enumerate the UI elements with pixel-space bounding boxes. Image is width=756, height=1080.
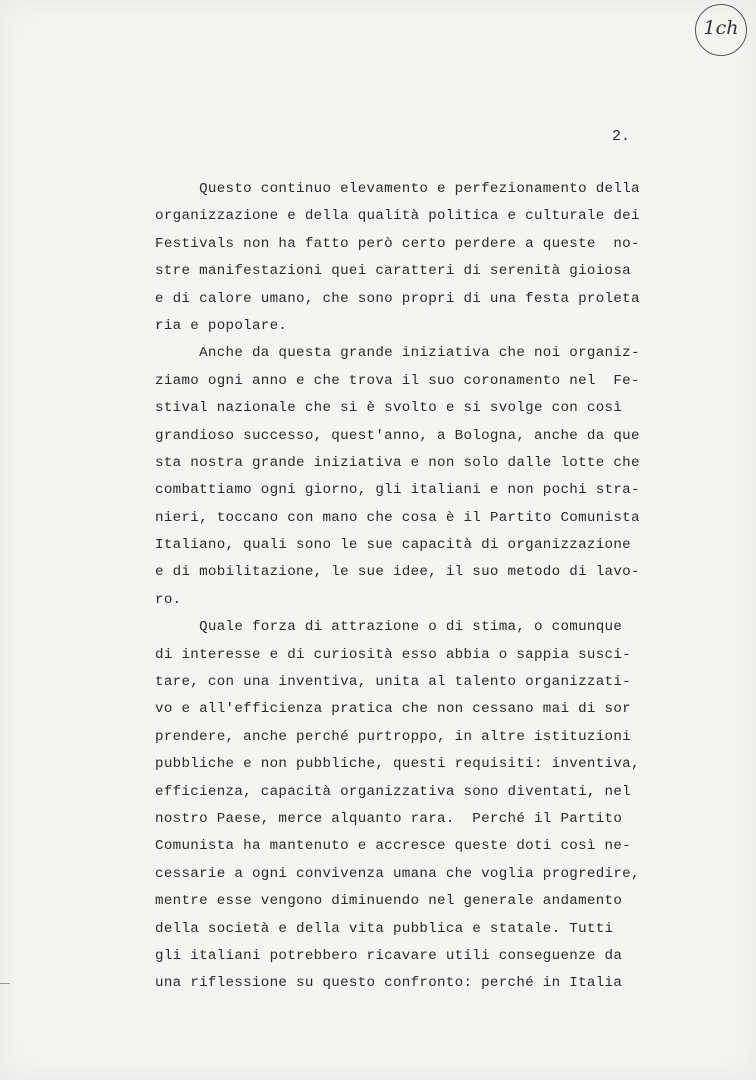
archive-stamp-label: 1ch <box>703 17 739 39</box>
text-line: ro. <box>155 591 182 608</box>
text-line: ziamo ogni anno e che trova il suo coronamento nel Fe- <box>155 372 640 389</box>
text-line: nostro Paese, merce alquanto rara. Perché il Partito <box>155 810 623 827</box>
text-line: gli italiani potrebbero ricavare utili conseguenze da <box>155 947 623 964</box>
text-line: pubbliche e non pubbliche, questi requisiti: inventiva, <box>155 756 640 773</box>
text-line: Questo continuo elevamento e perfezionamento della <box>155 181 640 197</box>
text-line: grandioso successo, quest'anno, a Bologna, anche da que <box>155 427 640 444</box>
text-line: Anche da questa grande iniziativa che noi organiz- <box>155 345 640 362</box>
text-line: stre manifestazioni quei caratteri di serenità gioiosa <box>155 263 631 280</box>
archive-stamp <box>695 4 747 56</box>
text-line: e di calore umano, che sono propri di una festa proleta <box>155 290 640 307</box>
typewritten-text <box>155 176 675 998</box>
text-line: stival nazionale che si è svolto e si svolge con così <box>155 400 623 417</box>
text-line: nieri, toccano con mano che cosa è il Partito Comunista <box>155 509 640 526</box>
text-line: Comunista ha mantenuto e accresce queste doti così ne- <box>155 838 631 855</box>
page-number: 2. <box>612 128 631 145</box>
text-line: Festivals non ha fatto però certo perdere a queste no- <box>155 235 640 252</box>
text-line: della società e della vita pubblica e statale. Tutti <box>155 920 614 937</box>
text-line: cessarie a ogni convivenza umana che voglia progredire, <box>155 865 640 882</box>
text-line: tare, con una inventiva, unita al talento organizzati- <box>155 674 631 691</box>
text-line: di interesse e di curiosità esso abbia o sappia susci- <box>155 646 631 663</box>
text-line: ria e popolare. <box>155 317 288 334</box>
text-line: combattiamo ogni giorno, gli italiani e non pochi stra- <box>155 482 640 499</box>
text-line: efficienza, capacità organizzativa sono diventati, nel <box>155 783 631 800</box>
text-line: una riflessione su questo confronto: perché in Italia <box>155 975 623 992</box>
text-line: vo e all'efficienza pratica che non cessano mai di sor <box>155 701 631 718</box>
text-line: mentre esse vengono diminuendo nel generale andamento <box>155 893 623 910</box>
text-line: sta nostra grande iniziativa e non solo dalle lotte che <box>155 454 640 471</box>
text-line: Quale forza di attrazione o di stima, o comunque <box>155 619 623 636</box>
text-line: prendere, anche perché purtroppo, in altre istituzioni <box>155 728 631 745</box>
text-line: organizzazione e della qualità politica e culturale dei <box>155 208 640 225</box>
margin-mark <box>0 983 10 984</box>
text-line: Italiano, quali sono le sue capacità di organizzazione <box>155 537 631 554</box>
text-line: e di mobilitazione, le sue idee, il suo metodo di lavo- <box>155 564 640 581</box>
